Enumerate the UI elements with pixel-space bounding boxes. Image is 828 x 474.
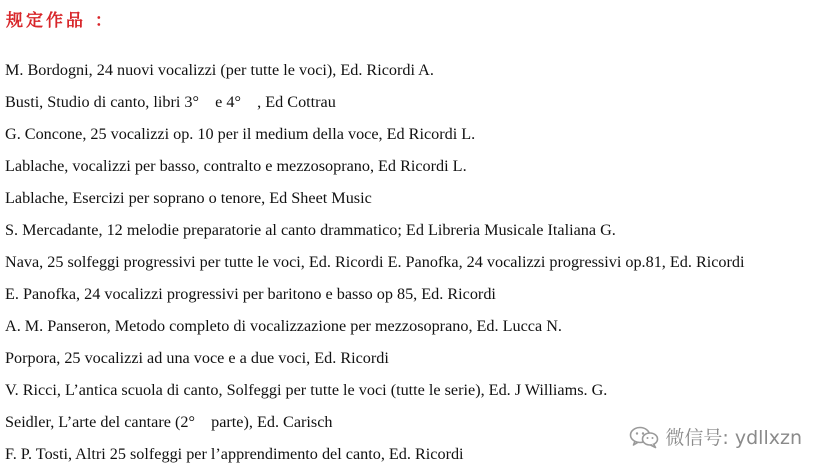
repertoire-list: [5, 58, 745, 474]
wechat-icon: [629, 425, 659, 449]
list-item: F. P. Tosti, Altri 25 solfeggi per l’apprendimento del canto, Ed. Ricordi: [5, 445, 464, 463]
list-item: V. Ricci, L’antica scuola di canto, Solfeggi per tutte le voci (tutte le serie), Ed. J Williams. G.: [5, 381, 608, 399]
list-item: S. Mercadante, 12 melodie preparatorie al canto drammatico; Ed Libreria Musicale Italiana G.: [5, 221, 616, 239]
list-item: G. Concone, 25 vocalizzi op. 10 per il medium della voce, Ed Ricordi L.: [5, 125, 476, 143]
list-item: Busti, Studio di canto, libri 3° e 4° , Ed Cottrau: [5, 93, 336, 111]
list-item: A. M. Panseron, Metodo completo di vocalizzazione per mezzosoprano, Ed. Lucca N.: [5, 317, 562, 335]
list-item: E. Panofka, 24 vocalizzi progressivi per baritono e basso op 85, Ed. Ricordi: [5, 285, 496, 303]
section-heading: 规定作品 ：: [6, 11, 115, 31]
wechat-watermark: [629, 423, 802, 450]
list-item: Lablache, Esercizi per soprano o tenore, Ed Sheet Music: [5, 189, 372, 207]
list-item: M. Bordogni, 24 nuovi vocalizzi (per tutte le voci), Ed. Ricordi A.: [5, 61, 434, 79]
list-item: Seidler, L’arte del cantare (2° parte), Ed. Carisch: [5, 413, 333, 431]
list-item: Nava, 25 solfeggi progressivi per tutte le voci, Ed. Ricordi E. Panofka, 24 vocalizzi progressivi op.81, Ed. Ricordi: [5, 253, 745, 271]
list-item: Lablache, vocalizzi per basso, contralto e mezzosoprano, Ed Ricordi L.: [5, 157, 467, 175]
list-item: Porpora, 25 vocalizzi ad una voce e a due voci, Ed. Ricordi: [5, 349, 389, 367]
wechat-id-text: 微信号: ydllxzn: [665, 427, 802, 449]
